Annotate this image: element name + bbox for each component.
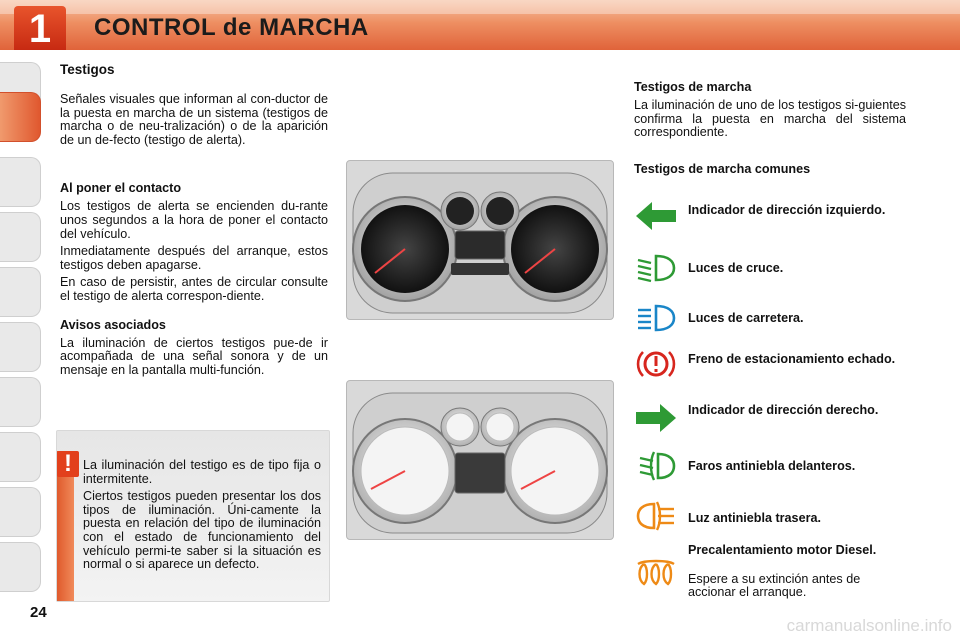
parking-brake-icon bbox=[634, 346, 678, 382]
dipped-beam-icon bbox=[634, 250, 678, 286]
legend-item-front-fog bbox=[634, 448, 934, 488]
instrument-panel-illustration-1 bbox=[346, 160, 614, 320]
chapter-tab[interactable] bbox=[0, 487, 41, 537]
left-turn-arrow-icon bbox=[634, 198, 678, 234]
legend-item-parking-brake bbox=[634, 346, 934, 386]
chapter-tab-active[interactable] bbox=[0, 92, 41, 142]
main-beam-icon bbox=[634, 300, 678, 336]
callout-text bbox=[83, 459, 321, 572]
instrument-panel-drawing bbox=[347, 381, 613, 539]
chapter-tab[interactable] bbox=[0, 157, 41, 207]
section-heading-indicators: Testigos de marcha bbox=[634, 80, 752, 94]
section-heading-common-indicators: Testigos de marcha comunes bbox=[634, 161, 811, 176]
header-bar bbox=[0, 0, 960, 50]
contact-paragraph-1: Los testigos de alerta se encienden du-rante unos segundos a la hora de poner el contacto del vehículo. bbox=[60, 199, 328, 241]
legend-item-rear-fog bbox=[634, 498, 934, 538]
indicators-paragraph: La iluminación de uno de los testigos si-guientes confirma la puesta en marcha del sistema correspondiente. bbox=[634, 98, 906, 140]
chapter-number-badge: 1 bbox=[14, 6, 66, 50]
chapter-tab[interactable] bbox=[0, 322, 41, 372]
chapter-tab[interactable] bbox=[0, 432, 41, 482]
section-heading-testigos: Testigos bbox=[60, 62, 115, 77]
legend-item-dipped-beam bbox=[634, 250, 934, 290]
callout-paragraph-2: Ciertos testigos pueden presentar los dos tipos de iluminación. Úni-camente la puesta en relación del tipo de iluminación con el estado de funcionamiento del vehículo permi-te saber si la situación es normal o si aparece un defecto. bbox=[83, 489, 321, 572]
legend-item-main-beam bbox=[634, 300, 934, 340]
legend-item-right-turn bbox=[634, 400, 934, 440]
exclamation-icon: ! bbox=[57, 451, 79, 477]
legend-item-preheating bbox=[634, 544, 934, 606]
right-turn-arrow-icon bbox=[634, 400, 678, 436]
header-shine bbox=[0, 0, 960, 14]
chapter-tabs bbox=[0, 62, 44, 582]
legend-label: Indicador de dirección derecho. bbox=[688, 403, 879, 417]
legend-label: Indicador de dirección izquierdo. bbox=[688, 203, 886, 217]
instrument-panel-drawing bbox=[347, 161, 613, 319]
chapter-tab[interactable] bbox=[0, 212, 41, 262]
note-callout bbox=[56, 430, 330, 602]
legend-label: Luces de carretera. bbox=[688, 311, 804, 325]
page-number: 24 bbox=[30, 604, 47, 621]
legend-label: Precalentamiento motor Diesel. bbox=[688, 543, 877, 557]
contact-paragraph-3: En caso de persistir, antes de circular consulte el testigo de alerta correspon-diente. bbox=[60, 275, 328, 303]
section-heading-warnings: Avisos asociados bbox=[60, 317, 166, 332]
section-heading-contact: Al poner el contacto bbox=[60, 181, 182, 196]
intro-paragraph: Señales visuales que informan al con-ductor de la puesta en marcha de un sistema (testigos de marcha o de neu-tralización) o de la aparición de un de-fecto (testigo de alerta). bbox=[60, 92, 328, 147]
chapter-tab[interactable] bbox=[0, 267, 41, 317]
warnings-paragraph: La iluminación de ciertos testigos pue-de ir acompañada de una señal sonora y de un mensaje en la pantalla multi-función. bbox=[60, 335, 328, 377]
legend-label: Luces de cruce. bbox=[688, 261, 784, 275]
contact-paragraph-2: Inmediatamente después del arranque, estos testigos deben apagarse. bbox=[60, 244, 328, 272]
right-column bbox=[634, 80, 912, 176]
legend-label: Luz antiniebla trasera. bbox=[688, 511, 821, 525]
chapter-tab[interactable] bbox=[0, 377, 41, 427]
legend-note: Espere a su extinción antes de accionar el arranque. bbox=[688, 572, 861, 599]
instrument-panel-illustration-2 bbox=[346, 380, 614, 540]
callout-paragraph-1: La iluminación del testigo es de tipo fija o intermitente. bbox=[83, 458, 321, 486]
front-fog-icon bbox=[634, 448, 678, 484]
rear-fog-icon bbox=[634, 498, 678, 534]
footer-watermark: carmanualsonline.info bbox=[786, 616, 952, 635]
left-column bbox=[60, 62, 328, 377]
legend-label: Freno de estacionamiento echado. bbox=[688, 352, 896, 366]
legend-label: Faros antiniebla delanteros. bbox=[688, 459, 856, 473]
legend-item-left-turn bbox=[634, 198, 934, 238]
page-title: CONTROL de MARCHA bbox=[94, 14, 369, 41]
chapter-tab[interactable] bbox=[0, 542, 41, 592]
preheating-icon bbox=[634, 554, 678, 590]
